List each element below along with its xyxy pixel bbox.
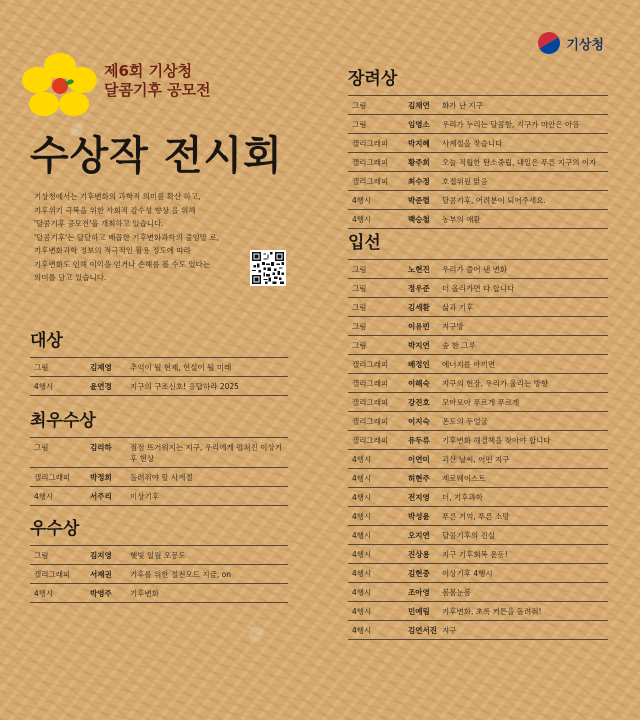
work-title: 지구의 현장, 우리가 울리는 방향 bbox=[442, 379, 549, 388]
work-title: 이상기후 4행시 bbox=[442, 569, 493, 578]
award-row bbox=[348, 278, 608, 297]
category: 그림 bbox=[352, 120, 367, 129]
winner-name: 박성윤 bbox=[408, 512, 430, 521]
award-row bbox=[348, 506, 608, 525]
winner-name: 박지연 bbox=[408, 341, 430, 350]
award-row bbox=[348, 563, 608, 582]
grand-prize-section bbox=[30, 326, 288, 396]
category: 4행시 bbox=[352, 550, 372, 559]
excellence-prize-section bbox=[30, 406, 288, 506]
category: 4행시 bbox=[352, 569, 372, 578]
award-row bbox=[348, 411, 608, 430]
work-title: 봄봄눈봄 bbox=[442, 588, 471, 597]
winner-name: 박지혜 bbox=[408, 139, 430, 148]
category: 4행시 bbox=[352, 215, 372, 224]
intro-line: 기후변화도 인해 이익을 얻거나 손해를 볼 수도 있다는 bbox=[34, 259, 211, 269]
award-row bbox=[30, 564, 288, 583]
work-title: 더 올라가면 다 합니다 bbox=[442, 284, 515, 293]
work-title: 기후를 위한 절전모드 지금, on bbox=[130, 570, 231, 579]
award-row bbox=[348, 133, 608, 152]
category: 4행시 bbox=[352, 196, 372, 205]
award-row bbox=[30, 583, 288, 603]
winner-name: 진상용 bbox=[408, 550, 430, 559]
winner-name: 김리하 bbox=[90, 443, 112, 452]
category: 캘리그래피 bbox=[352, 398, 389, 407]
intro-line: 의미를 담고 있습니다. bbox=[34, 273, 107, 282]
winner-name: 김채연 bbox=[408, 101, 430, 110]
category: 4행시 bbox=[352, 626, 372, 635]
work-title: 지구 bbox=[442, 626, 457, 635]
intro-text bbox=[34, 190, 274, 285]
category: 4행시 bbox=[352, 455, 372, 464]
yellow-flower-icon bbox=[20, 52, 100, 116]
category: 4행시 bbox=[352, 474, 372, 483]
work-title: 기후변화 해결책을 찾아야 합니다 bbox=[442, 436, 551, 445]
award-row bbox=[348, 373, 608, 392]
qr-code[interactable] bbox=[250, 250, 286, 286]
winner-name: 이유빈 bbox=[408, 322, 430, 331]
award-row bbox=[348, 392, 608, 411]
winner-name: 김현중 bbox=[408, 569, 430, 578]
award-row bbox=[30, 486, 288, 506]
winner-name: 박준렬 bbox=[408, 196, 430, 205]
winner-name: 백승철 bbox=[408, 215, 430, 224]
award-row bbox=[348, 335, 608, 354]
work-title: 숲 한 그루 bbox=[442, 341, 476, 350]
winner-name: 오지연 bbox=[408, 531, 430, 540]
award-row bbox=[348, 430, 608, 449]
winner-name: 민예림 bbox=[408, 607, 430, 616]
section-title: 우수상 bbox=[30, 519, 80, 539]
work-title: 호접위원 맑음 bbox=[442, 177, 488, 186]
category: 4행시 bbox=[352, 531, 372, 540]
winner-name: 서재권 bbox=[90, 570, 112, 579]
taegeuk-emblem-icon bbox=[534, 28, 564, 58]
award-row bbox=[30, 545, 288, 564]
award-row bbox=[348, 525, 608, 544]
award-row bbox=[348, 487, 608, 506]
winner-name: 허현주 bbox=[408, 474, 430, 483]
award-row bbox=[30, 376, 288, 396]
award-row bbox=[348, 259, 608, 278]
section-title: 최우수상 bbox=[30, 411, 96, 431]
work-title: 우리가 즐어 낸 변화 bbox=[442, 265, 508, 274]
award-row bbox=[348, 95, 608, 114]
agency-name: 기상청 bbox=[566, 37, 604, 53]
award-row bbox=[348, 316, 608, 335]
category: 캘리그래피 bbox=[34, 473, 71, 482]
winner-name: 전지영 bbox=[408, 493, 430, 502]
category: 캘리그래피 bbox=[352, 360, 389, 369]
winner-name: 이연미 bbox=[408, 455, 430, 464]
intro-line: 기후위기 극복을 위한 사회적 감수성 향상 을 위해 bbox=[34, 205, 196, 215]
category: 캘리그래피 bbox=[352, 379, 389, 388]
work-title: 기후변화, 초록 커튼을 돌려줘! bbox=[442, 607, 542, 616]
award-row bbox=[348, 152, 608, 171]
work-title: 에너지를 아끼면 bbox=[442, 360, 496, 369]
winner-name: 정우준 bbox=[408, 284, 430, 293]
category: 캘리그래피 bbox=[352, 158, 389, 167]
work-title: 달콤기후의 진실 bbox=[442, 531, 496, 540]
work-title: 햇빛 일월 오봉도 bbox=[130, 551, 186, 560]
work-title: 온도의 두얼굴 bbox=[442, 417, 488, 426]
winner-name: 박영주 bbox=[90, 589, 112, 598]
award-row bbox=[348, 114, 608, 133]
work-title: 지구방 bbox=[442, 322, 464, 331]
category: 그림 bbox=[352, 284, 367, 293]
award-row bbox=[348, 297, 608, 316]
award-row bbox=[348, 209, 608, 229]
work-title: 돌려줘야 할 사계절 bbox=[130, 473, 193, 482]
category: 캘리그래피 bbox=[34, 570, 71, 579]
winner-name: 김지영 bbox=[90, 551, 112, 560]
section-title: 장려상 bbox=[348, 69, 398, 89]
winner-name: 서주리 bbox=[90, 492, 112, 501]
contest-line2: 달콤기후 공모전 bbox=[104, 81, 211, 99]
page-title: 수상작 전시회 bbox=[30, 133, 283, 179]
merit-prize-section bbox=[30, 514, 288, 603]
work-title: 이상기후 bbox=[130, 492, 159, 501]
work-title: 달콤기후, 어려분이 되어주세요. bbox=[442, 196, 546, 205]
winner-name: 이해숙 bbox=[408, 379, 430, 388]
intro-line: '달콤기후'는 달달하고 배꼽한 기후변화과학의 줄임말 로, bbox=[34, 232, 220, 242]
work-title: 점점 뜨거워지는 지구, 우리에게 펼쳐진 이상기후 현상 bbox=[130, 443, 282, 463]
category: 4행시 bbox=[34, 382, 54, 391]
intro-line: 기후변화과학 정보의 적극적인 활용 정도에 따라 bbox=[34, 246, 191, 255]
winner-name: 이지숙 bbox=[408, 417, 430, 426]
category: 그림 bbox=[352, 341, 367, 350]
award-row bbox=[348, 190, 608, 209]
work-title: 지구의 구조신호! 응답하라 2025 bbox=[130, 382, 239, 391]
honorable-mention-section bbox=[348, 228, 608, 640]
winner-name: 박정희 bbox=[90, 473, 112, 482]
section-title: 대상 bbox=[30, 331, 63, 351]
agency-logo bbox=[538, 32, 604, 54]
intro-line: 기상청에서는 기후변화의 과학적 의미를 확산 하고, bbox=[34, 192, 201, 201]
winner-name: 윤연경 bbox=[90, 382, 112, 391]
award-row bbox=[348, 468, 608, 487]
category: 그림 bbox=[34, 443, 49, 452]
category: 4행시 bbox=[352, 607, 372, 616]
award-row bbox=[348, 171, 608, 190]
category: 캘리그래피 bbox=[352, 436, 389, 445]
award-row bbox=[348, 601, 608, 620]
award-row bbox=[348, 620, 608, 640]
award-row bbox=[348, 449, 608, 468]
work-title: 사계절을 찾습니다 bbox=[442, 139, 503, 148]
winner-name: 임영소 bbox=[408, 120, 430, 129]
winner-name: 김재영 bbox=[90, 363, 112, 372]
category: 그림 bbox=[352, 265, 367, 274]
work-title: 제로웨이스트 bbox=[442, 474, 486, 483]
award-row bbox=[348, 354, 608, 373]
category: 그림 bbox=[352, 322, 367, 331]
category: 그림 bbox=[34, 551, 49, 560]
winner-name: 유두류 bbox=[408, 436, 430, 445]
winner-name: 배정인 bbox=[408, 360, 430, 369]
work-title: 더, 기후과학 bbox=[442, 493, 483, 502]
award-row bbox=[30, 357, 288, 376]
work-title: 지구 기후회복 운동! bbox=[442, 550, 508, 559]
work-title: 오늘 적립한 탄소중립, 내일은 푸른 지구의 이자 bbox=[442, 158, 597, 167]
category: 4행시 bbox=[34, 492, 54, 501]
winner-name: 조아영 bbox=[408, 588, 430, 597]
category: 캘리그래피 bbox=[352, 177, 389, 186]
winner-name: 강진호 bbox=[408, 398, 430, 407]
encouragement-prize-section bbox=[348, 64, 608, 229]
winner-name: 최수정 bbox=[408, 177, 430, 186]
award-row bbox=[348, 544, 608, 563]
award-row bbox=[30, 437, 288, 467]
section-title: 입선 bbox=[348, 233, 381, 253]
work-title: 농부의 애환 bbox=[442, 215, 481, 224]
category: 캘리그래피 bbox=[352, 417, 389, 426]
category: 4행시 bbox=[352, 512, 372, 521]
category: 그림 bbox=[34, 363, 49, 372]
intro-line: '달콤기후 공모전'을 개최하고 있습니다. bbox=[34, 219, 164, 228]
work-title: 기후변화 bbox=[130, 589, 159, 598]
category: 그림 bbox=[352, 101, 367, 110]
work-title: 삶과 기후 bbox=[442, 303, 474, 312]
work-title: 추억이 될 현재, 현실이 될 미래 bbox=[130, 363, 232, 372]
winner-name: 김세환 bbox=[408, 303, 430, 312]
category: 캘리그래피 bbox=[352, 139, 389, 148]
winner-name: 김연서진 bbox=[408, 626, 437, 635]
category: 4행시 bbox=[352, 493, 372, 502]
contest-name bbox=[104, 62, 211, 100]
work-title: 화가 난 지구 bbox=[442, 101, 483, 110]
contest-line1: 제6회 기상청 bbox=[104, 62, 193, 80]
award-row bbox=[348, 582, 608, 601]
category: 4행시 bbox=[34, 589, 54, 598]
work-title: 괴산 날씨, 어떤 지구 bbox=[442, 455, 510, 464]
work-title: 우리가 누리는 달콤함, 지구가 마안은 아픔 bbox=[442, 120, 580, 129]
category: 그림 bbox=[352, 303, 367, 312]
winner-name: 노현진 bbox=[408, 265, 430, 274]
work-title: 푸른 기억, 푸른 소망 bbox=[442, 512, 510, 521]
award-row bbox=[30, 467, 288, 486]
winner-name: 황주희 bbox=[408, 158, 430, 167]
category: 4행시 bbox=[352, 588, 372, 597]
work-title: 모아모아 푸르게 푸르게 bbox=[442, 398, 520, 407]
